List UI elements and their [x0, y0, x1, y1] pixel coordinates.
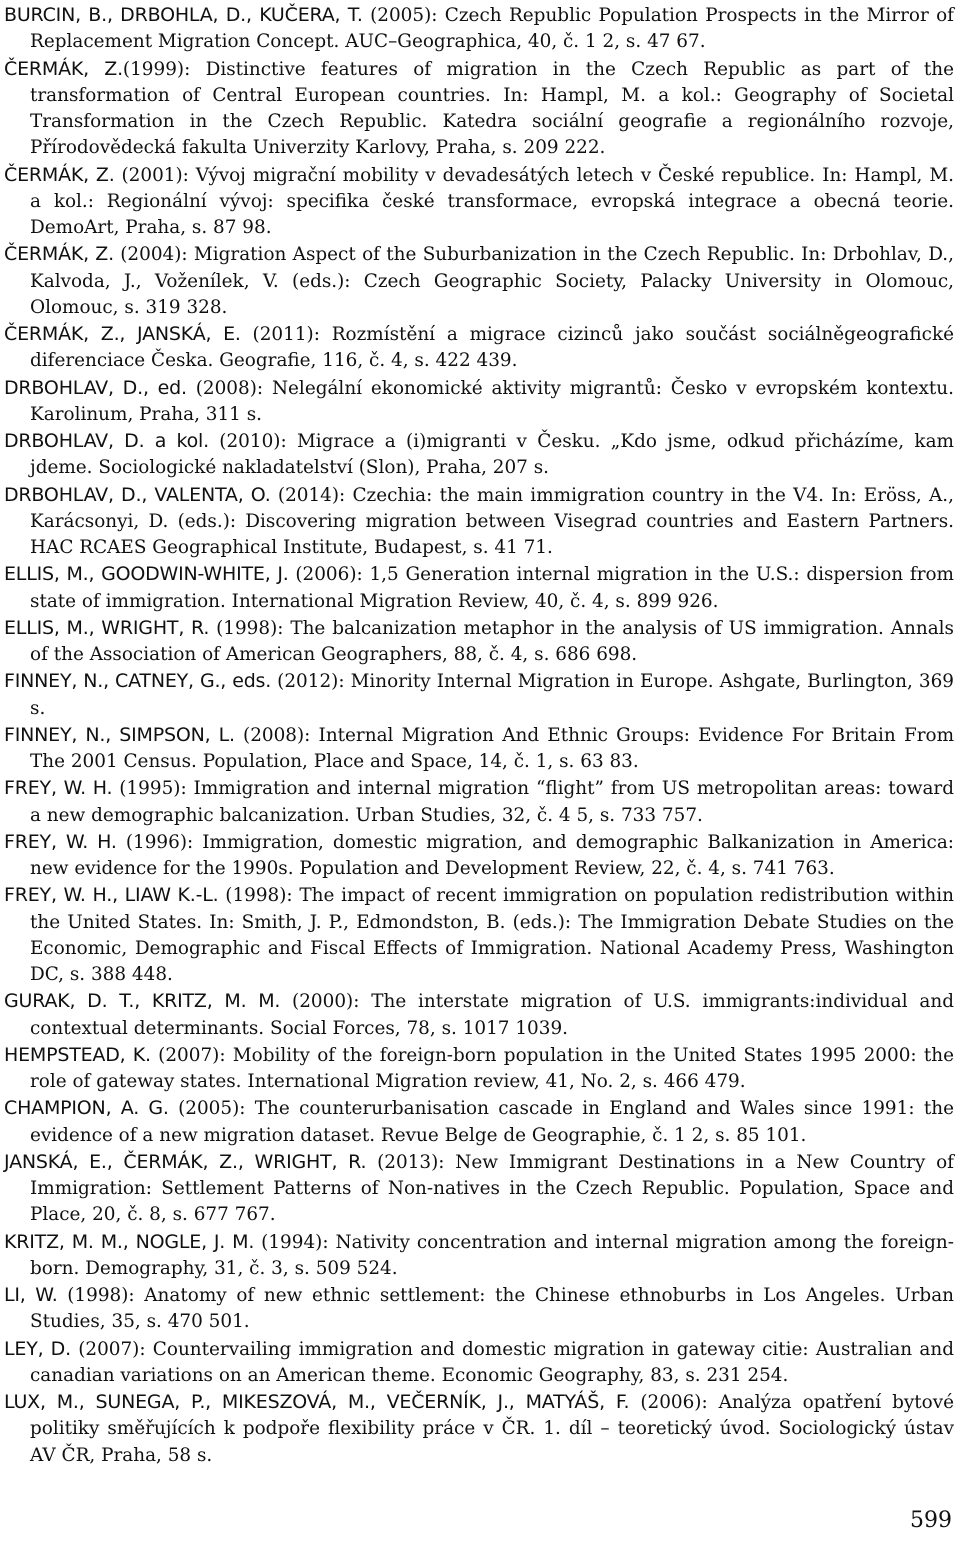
reference-details: (2001): Vývoj migrační mobility v devadesátých letech v České republice. In: Hampl, M. a kol.: Regionální vývoj: specifika české transformace, evropská integrace a obecná teorie. DemoArt, Praha, s. 87 98.: [30, 164, 954, 238]
reference-item: [4, 321, 954, 375]
reference-details: (2011): Rozmístění a migrace cizinců jako součást sociálněgeografické diferenciace Česka. Geografie, 116, č. 4, s. 422 439.: [30, 324, 954, 372]
reference-author: ČERMÁK, Z.: [4, 163, 115, 186]
reference-item: [4, 56, 954, 162]
reference-details: (1994): Nativity concentration and internal migration among the foreign-born. Demography, 31, č. 3, s. 509 524.: [30, 1231, 954, 1279]
reference-details: (2000): The interstate migration of U.S. immigrants:individual and contextual determinants. Social Forces, 78, s. 1017 1039.: [30, 991, 954, 1039]
reference-details: (2014): Czechia: the main immigration country in the V4. In: Eröss, A., Karácsonyi, D. (eds.): Discovering migration between Visegrad countries and Eastern Partners. HAC RCAES Geographical Institute, Budapest, s. 41 71.: [30, 484, 955, 558]
reference-details: (2008): Nelegální ekonomické aktivity migrantů: Česko v evropském kontextu. Karolinum, Praha, 311 s.: [30, 377, 954, 425]
reference-author: LUX, M., SUNEGA, P., MIKESZOVÁ, M., VEČERNÍK, J., MATYÁŠ, F.: [4, 1391, 630, 1413]
reference-author: DRBOHLAV, D., VALENTA, O.: [4, 483, 271, 506]
reference-list: [4, 2, 954, 1469]
reference-author: LI, W.: [4, 1284, 58, 1306]
reference-details: (2005): Czech Republic Population Prospects in the Mirror of Replacement Migration Concept. AUC–Geographica, 40, č. 1 2, s. 47 67.: [30, 5, 954, 53]
reference-item: [4, 882, 954, 988]
reference-details: (2007): Mobility of the foreign-born population in the United States 1995 2000: the role of gateway states. International Migration review, 41, No. 2, s. 466 479.: [30, 1044, 955, 1092]
reference-item: [4, 668, 954, 722]
reference-details: (2004): Migration Aspect of the Suburbanization in the Czech Republic. In: Drbohlav, D., Kalvoda, J., Voženílek, V. (eds.): Czech Geographic Society, Palacky University in Olomouc, Olomouc, s. 319 328.: [30, 244, 954, 318]
reference-item: [4, 615, 954, 669]
reference-author: GURAK, D. T., KRITZ, M. M.: [4, 990, 281, 1013]
reference-author: FINNEY, N., SIMPSON, L.: [4, 723, 235, 746]
reference-item: [4, 1229, 954, 1283]
reference-item: [4, 1095, 954, 1149]
reference-item: [4, 1149, 954, 1229]
reference-details: (2010): Migrace a (i)migranti v Česku. „Kdo jsme, odkud přicházíme, kam jdeme. Sociologické nakladatelství (Slon), Praha, 207 s.: [30, 431, 954, 479]
reference-author: DRBOHLAV, D. a kol.: [4, 430, 209, 452]
reference-details: (2005): The counterurbanisation cascade in England and Wales since 1991: the evidence of a new migration dataset. Revue Belge de Geographie, č. 1 2, s. 85 101.: [30, 1098, 954, 1146]
reference-item: [4, 375, 954, 429]
reference-author: ČERMÁK, Z.: [4, 243, 114, 266]
reference-author: FREY, W. H., LIAW K.-L.: [4, 884, 219, 907]
reference-details: (1998): The balcanization metaphor in the analysis of US immigration. Annals of the Association of American Geographers, 88, č. 4, s. 686 698.: [30, 617, 954, 665]
reference-item: [4, 241, 954, 321]
reference-item: [4, 1042, 954, 1096]
reference-author: FINNEY, N., CATNEY, G., eds.: [4, 670, 272, 693]
reference-item: [4, 482, 954, 562]
reference-author: ELLIS, M., WRIGHT, R.: [4, 616, 210, 639]
reference-details: (2008): Internal Migration And Ethnic Groups: Evidence For Britain From The 2001 Census. Population, Place and Space, 14, č. 1, s. 63 83.: [30, 724, 955, 772]
reference-item: [4, 561, 954, 615]
reference-item: [4, 2, 954, 56]
reference-details: (2012): Minority Internal Migration in Europe. Ashgate, Burlington, 369 s.: [30, 671, 954, 719]
reference-details: (1998): Anatomy of new ethnic settlement: the Chinese ethnoburbs in Los Angeles. Urban Studies, 35, s. 470 501.: [30, 1285, 955, 1333]
reference-details: (2013): New Immigrant Destinations in a New Country of Immigration: Settlement Patterns of Non-natives in the Czech Republic. Population, Space and Place, 20, č. 8, s. 677 767.: [30, 1151, 954, 1226]
reference-item: [4, 988, 954, 1042]
reference-author: BURCIN, B., DRBOHLA, D., KUČERA, T.: [4, 4, 363, 26]
reference-item: [4, 829, 954, 883]
reference-author: HEMPSTEAD, K.: [4, 1043, 151, 1066]
reference-item: [4, 428, 954, 482]
reference-author: DRBOHLAV, D., ed.: [4, 376, 187, 399]
reference-details: (2006): 1,5 Generation internal migration in the U.S.: dispersion from state of immigration. International Migration Review, 40, č. 4, s. 899 926.: [30, 564, 954, 612]
reference-item: [4, 722, 954, 776]
reference-details: (1995): Immigration and internal migration “flight” from US metropolitan areas: toward a new demographic balcanization. Urban Studies, 32, č. 4 5, s. 733 757.: [30, 778, 954, 826]
reference-item: [4, 1389, 954, 1469]
reference-author: ČERMÁK, Z., JANSKÁ, E.: [4, 323, 241, 345]
page-number: 599: [910, 1508, 952, 1533]
reference-details: (2007): Countervailing immigration and domestic migration in gateway citie: Australian and canadian variations on an American theme. Economic Geography, 83, s. 231 254.: [30, 1338, 954, 1386]
reference-details: (2006): Analýza opatření bytové politiky směřujících k podpoře flexibility práce v ČR. 1. díl – teoretický úvod. Sociologický ústav AV ČR, Praha, 58 s.: [30, 1392, 955, 1466]
reference-author: KRITZ, M. M., NOGLE, J. M.: [4, 1230, 255, 1253]
reference-item: [4, 775, 954, 829]
reference-details: (1998): The impact of recent immigration on population redistribution within the United States. In: Smith, J. P., Edmondston, B. (eds.): The Immigration Debate Studies on the Economic, Demographic and Fiscal Effects of Immigration. National Academy Press, Washington DC, s. 388 448.: [30, 885, 955, 985]
reference-author: ELLIS, M., GOODWIN-WHITE, J.: [4, 563, 289, 586]
reference-item: [4, 1282, 954, 1336]
reference-author: ČERMÁK, Z.: [4, 57, 123, 80]
reference-details: (1999): Distinctive features of migration in the Czech Republic as part of the transformation of Central European countries. In: Hampl, M. a kol.: Geography of Societal Transformation in the Czech Republic. Katedra sociální geografie a regionálního rozvoje, Přírodovědecká fakulta Univerzity Karlovy, Praha, s. 209 222.: [30, 58, 954, 159]
reference-details: (1996): Immigration, domestic migration, and demographic Balkanization in America: new evidence for the 1990s. Population and Development Review, 22, č. 4, s. 741 763.: [30, 831, 954, 879]
reference-author: LEY, D.: [4, 1337, 71, 1360]
reference-author: CHAMPION, A. G.: [4, 1097, 169, 1120]
reference-author: JANSKÁ, E., ČERMÁK, Z., WRIGHT, R.: [4, 1150, 367, 1173]
reference-author: FREY, W. H.: [4, 830, 117, 853]
reference-item: [4, 1336, 954, 1390]
reference-author: FREY, W. H.: [4, 777, 113, 800]
reference-item: [4, 162, 954, 242]
